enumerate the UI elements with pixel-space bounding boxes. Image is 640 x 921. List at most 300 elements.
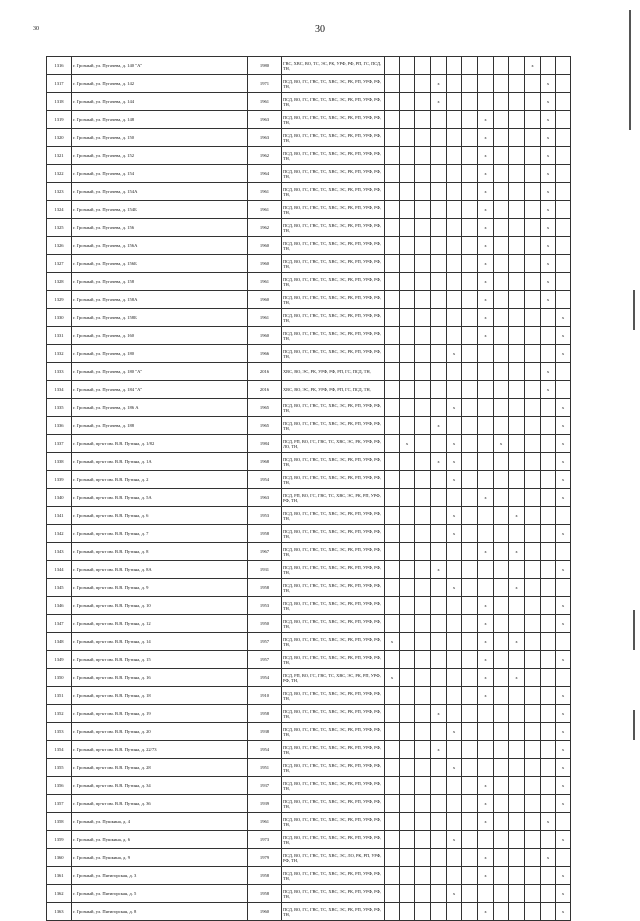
mark-cell — [525, 75, 541, 93]
mark-cell — [462, 507, 478, 525]
mark-cell: x — [556, 651, 571, 669]
mark-cell — [509, 381, 525, 399]
mark-cell: x — [556, 417, 571, 435]
address-cell: г. Грозный, пр-кт им. В.В. Путина, д. 2 — [72, 471, 248, 489]
build-year-cell: 1963 — [248, 111, 282, 129]
table-row — [47, 489, 571, 507]
mark-cell — [525, 813, 541, 831]
mark-cell — [385, 309, 400, 327]
mark-cell — [494, 111, 509, 129]
services-cell: ПСД, ВО, ГС, ГВС, ТС, ХВС, ЭС, РК, РП, УРФ, РФ, ТН, — [282, 219, 385, 237]
mark-cell — [385, 597, 400, 615]
mark-cell — [462, 93, 478, 111]
mark-cell — [447, 867, 462, 885]
mark-cell — [415, 363, 431, 381]
row-number: 1350 — [47, 669, 72, 687]
services-cell: ПСД, ВО, ГС, ГВС, ТС, ХВС, ЭС, РК, РП, УРФ, РФ, ТН, — [282, 741, 385, 759]
mark-cell — [447, 237, 462, 255]
mark-cell — [509, 165, 525, 183]
mark-cell — [447, 201, 462, 219]
address-cell: г. Грозный, пр-кт им. В.В. Путина, д. 19 — [72, 705, 248, 723]
mark-cell — [556, 381, 571, 399]
mark-cell: x — [447, 759, 462, 777]
mark-cell — [494, 903, 509, 921]
mark-cell — [494, 651, 509, 669]
row-number: 1347 — [47, 615, 72, 633]
mark-cell — [385, 903, 400, 921]
mark-cell: x — [556, 471, 571, 489]
row-number: 1339 — [47, 471, 72, 489]
row-number: 1328 — [47, 273, 72, 291]
mark-cell — [415, 489, 431, 507]
table-row — [47, 453, 571, 471]
row-number: 1317 — [47, 75, 72, 93]
mark-cell — [556, 543, 571, 561]
mark-cell — [509, 903, 525, 921]
mark-cell — [400, 363, 415, 381]
mark-cell — [385, 363, 400, 381]
mark-cell: x — [478, 543, 494, 561]
mark-cell — [447, 57, 462, 75]
mark-cell — [415, 723, 431, 741]
services-cell: ПСД, ВО, ГС, ГВС, ТС, ХВС, ЭС, РК, РП, УРФ, РФ, ТН, — [282, 345, 385, 363]
mark-cell — [494, 597, 509, 615]
address-cell: г. Грозный, пр-кт им. В.В. Путина, д. 5А — [72, 489, 248, 507]
mark-cell — [478, 723, 494, 741]
mark-cell — [415, 795, 431, 813]
address-cell: г. Грозный, ул. Пугачева, д. 184 "А" — [72, 381, 248, 399]
mark-cell — [447, 777, 462, 795]
mark-cell — [447, 705, 462, 723]
mark-cell: x — [478, 327, 494, 345]
mark-cell — [431, 165, 447, 183]
mark-cell — [525, 903, 541, 921]
mark-cell: x — [541, 273, 556, 291]
mark-cell — [525, 417, 541, 435]
build-year-cell: 2016 — [248, 381, 282, 399]
mark-cell — [541, 417, 556, 435]
mark-cell: x — [447, 525, 462, 543]
mark-cell — [431, 363, 447, 381]
mark-cell — [415, 885, 431, 903]
mark-cell — [541, 741, 556, 759]
mark-cell — [509, 309, 525, 327]
mark-cell — [525, 687, 541, 705]
mark-cell — [494, 849, 509, 867]
mark-cell — [509, 237, 525, 255]
mark-cell — [494, 237, 509, 255]
mark-cell: x — [478, 669, 494, 687]
mark-cell: x — [541, 255, 556, 273]
table-row — [47, 885, 571, 903]
mark-cell: x — [478, 687, 494, 705]
mark-cell — [556, 849, 571, 867]
mark-cell — [431, 111, 447, 129]
mark-cell — [494, 705, 509, 723]
address-cell: г. Грозный, ул. Пугачева, д. 142 — [72, 75, 248, 93]
mark-cell — [415, 615, 431, 633]
services-cell: ПСД, ВО, ГС, ГВС, ТС, ХВС, ЭС, РК, РП, УРФ, РФ, ТН, — [282, 525, 385, 543]
mark-cell — [556, 363, 571, 381]
row-number: 1329 — [47, 291, 72, 309]
mark-cell — [447, 561, 462, 579]
row-number: 1343 — [47, 543, 72, 561]
services-cell: ГВС, ХВС, ВО, ТС, ЭС, РК, УРФ, РФ, РП, ГС, ПСД, ТН, — [282, 57, 385, 75]
mark-cell — [494, 57, 509, 75]
mark-cell — [541, 777, 556, 795]
mark-cell: x — [478, 255, 494, 273]
mark-cell — [385, 273, 400, 291]
mark-cell — [462, 75, 478, 93]
mark-cell — [494, 417, 509, 435]
address-cell: г. Грозный, ул. Пугачева, д. 158 — [72, 273, 248, 291]
services-cell: ХВС, ВО, ЭС, РК, УРФ, РФ, РП, ГС, ПСД, ТН, — [282, 363, 385, 381]
services-cell: ПСД, ВО, ГС, ГВС, ТС, ХВС, ЭС, РК, РП, УРФ, РФ, ТН, — [282, 471, 385, 489]
mark-cell — [385, 777, 400, 795]
mark-cell — [494, 201, 509, 219]
mark-cell — [400, 651, 415, 669]
mark-cell — [400, 669, 415, 687]
mark-cell — [431, 201, 447, 219]
address-cell: г. Грозный, ул. Пушкина, д. 9 — [72, 849, 248, 867]
mark-cell — [415, 435, 431, 453]
mark-cell: x — [556, 309, 571, 327]
mark-cell — [415, 579, 431, 597]
mark-cell: x — [385, 669, 400, 687]
mark-cell — [462, 165, 478, 183]
mark-cell — [541, 561, 556, 579]
table-row — [47, 813, 571, 831]
mark-cell — [385, 561, 400, 579]
row-number: 1359 — [47, 831, 72, 849]
mark-cell — [509, 273, 525, 291]
mark-cell — [478, 57, 494, 75]
address-cell: г. Грозный, пр-кт им. В.В. Путина, д. 1А — [72, 453, 248, 471]
mark-cell — [556, 669, 571, 687]
build-year-cell: 1980 — [248, 57, 282, 75]
mark-cell — [431, 723, 447, 741]
mark-cell — [494, 813, 509, 831]
table-row — [47, 597, 571, 615]
mark-cell — [431, 849, 447, 867]
mark-cell — [415, 597, 431, 615]
mark-cell: x — [494, 435, 509, 453]
mark-cell — [462, 813, 478, 831]
mark-cell — [494, 291, 509, 309]
mark-cell — [509, 651, 525, 669]
mark-cell — [415, 651, 431, 669]
mark-cell — [494, 273, 509, 291]
mark-cell: x — [556, 903, 571, 921]
table-row — [47, 741, 571, 759]
mark-cell — [525, 633, 541, 651]
mark-cell — [509, 129, 525, 147]
mark-cell — [385, 471, 400, 489]
mark-cell — [400, 867, 415, 885]
mark-cell — [525, 831, 541, 849]
table-row — [47, 687, 571, 705]
mark-cell — [400, 813, 415, 831]
mark-cell — [447, 255, 462, 273]
mark-cell: x — [478, 129, 494, 147]
row-number: 1355 — [47, 759, 72, 777]
mark-cell — [400, 507, 415, 525]
mark-cell — [415, 543, 431, 561]
mark-cell — [415, 327, 431, 345]
build-year-cell: 1954 — [248, 471, 282, 489]
mark-cell — [462, 309, 478, 327]
mark-cell — [415, 129, 431, 147]
mark-cell — [400, 381, 415, 399]
table-row — [47, 867, 571, 885]
mark-cell — [494, 777, 509, 795]
mark-cell — [556, 219, 571, 237]
mark-cell — [415, 561, 431, 579]
address-cell: г. Грозный, пр-кт им. В.В. Путина, д. 16 — [72, 669, 248, 687]
mark-cell: x — [509, 579, 525, 597]
build-year-cell: 1964 — [248, 165, 282, 183]
mark-cell: x — [556, 561, 571, 579]
mark-cell — [525, 219, 541, 237]
mark-cell — [478, 741, 494, 759]
mark-cell — [385, 381, 400, 399]
address-cell: г. Грозный, ул. Пугачева, д. 160 — [72, 327, 248, 345]
mark-cell — [525, 561, 541, 579]
mark-cell: x — [400, 435, 415, 453]
mark-cell: x — [478, 273, 494, 291]
build-year-cell: 1953 — [248, 597, 282, 615]
mark-cell — [447, 291, 462, 309]
address-cell: г. Грозный, пр-кт им. В.В. Путина, д. 1/82 — [72, 435, 248, 453]
mark-cell — [509, 705, 525, 723]
mark-cell: x — [541, 129, 556, 147]
table-row — [47, 111, 571, 129]
address-cell: г. Грозный, пр-кт им. В.В. Путина, д. 18 — [72, 687, 248, 705]
address-cell: г. Грозный, пр-кт им. В.В. Путина, д. 6 — [72, 507, 248, 525]
mark-cell — [541, 651, 556, 669]
mark-cell — [400, 795, 415, 813]
table-row — [47, 417, 571, 435]
mark-cell — [509, 615, 525, 633]
mark-cell — [525, 273, 541, 291]
address-cell: г. Грозный, ул. Пугачева, д. 156А — [72, 237, 248, 255]
mark-cell: x — [556, 525, 571, 543]
mark-cell — [415, 903, 431, 921]
address-cell: г. Грозный, ул. Пугачева, д. 156 — [72, 219, 248, 237]
mark-cell — [415, 291, 431, 309]
services-cell: ПСД, ВО, ГС, ГВС, ТС, ХВС, ЭС, РК, РП, УРФ, РФ, ТН, — [282, 759, 385, 777]
mark-cell — [541, 615, 556, 633]
mark-cell — [509, 813, 525, 831]
mark-cell — [385, 867, 400, 885]
row-number: 1345 — [47, 579, 72, 597]
build-year-cell: 1958 — [248, 525, 282, 543]
mark-cell — [462, 543, 478, 561]
services-cell: ПСД, ВО, ГС, ГВС, ТС, ХВС, ЭС, РК, РП, УРФ, РФ, ТН, — [282, 597, 385, 615]
mark-cell — [400, 165, 415, 183]
address-cell: г. Грозный, ул. Пятигорская, д. 8 — [72, 903, 248, 921]
mark-cell — [462, 687, 478, 705]
mark-cell — [415, 381, 431, 399]
mark-cell: x — [447, 831, 462, 849]
mark-cell — [385, 579, 400, 597]
address-cell: г. Грозный, пр-кт им. В.В. Путина, д. 8 — [72, 543, 248, 561]
mark-cell — [556, 507, 571, 525]
mark-cell: x — [541, 165, 556, 183]
mark-cell — [509, 93, 525, 111]
mark-cell — [431, 813, 447, 831]
mark-cell: x — [541, 291, 556, 309]
address-cell: г. Грозный, пр-кт им. В.В. Путина, д. 10 — [72, 597, 248, 615]
mark-cell — [478, 363, 494, 381]
mark-cell — [478, 381, 494, 399]
mark-cell — [431, 381, 447, 399]
mark-cell — [385, 327, 400, 345]
mark-cell — [431, 615, 447, 633]
mark-cell — [431, 399, 447, 417]
table-row — [47, 75, 571, 93]
services-cell: ПСД, ВО, ГС, ГВС, ТС, ХВС, ЭС, РК, РП, УРФ, РФ, ТН, — [282, 507, 385, 525]
mark-cell — [494, 633, 509, 651]
mark-cell — [415, 849, 431, 867]
address-cell: г. Грозный, пр-кт им. В.В. Путина, д. 34 — [72, 777, 248, 795]
mark-cell — [509, 201, 525, 219]
mark-cell — [525, 165, 541, 183]
table-row — [47, 723, 571, 741]
mark-cell: x — [478, 849, 494, 867]
services-cell: ПСД, ВО, ГС, ГВС, ТС, ХВС, ЭС, РК, РП, УРФ, РФ, ТН, — [282, 705, 385, 723]
mark-cell — [509, 345, 525, 363]
mark-cell — [385, 111, 400, 129]
mark-cell: x — [541, 93, 556, 111]
services-cell: ПСД, ВО, ГС, ГВС, ТС, ХВС, ЭС, РК, РП, УРФ, РФ, ТН, — [282, 867, 385, 885]
mark-cell — [400, 147, 415, 165]
mark-cell — [385, 885, 400, 903]
services-cell: ПСД, ВО, ГС, ГВС, ТС, ХВС, ЭС, РК, РП, УРФ, РФ, ТН, — [282, 795, 385, 813]
mark-cell — [494, 723, 509, 741]
services-cell: ПСД, ВО, ГС, ГВС, ТС, ХВС, ЭС, РК, РП, УРФ, РФ, ТН, — [282, 417, 385, 435]
table-row — [47, 777, 571, 795]
services-cell: ПСД, РП, ВО, ГС, ГВС, ТС, ХВС, ЭС, РК, УРФ, РФ, ЛО, ТН, — [282, 435, 385, 453]
mark-cell — [385, 93, 400, 111]
mark-cell: x — [447, 345, 462, 363]
address-cell: г. Грозный, ул. Пятигорская, д. 3 — [72, 867, 248, 885]
address-cell: г. Грозный, ул. Пятигорская, д. 5 — [72, 885, 248, 903]
mark-cell — [400, 831, 415, 849]
mark-cell — [400, 777, 415, 795]
mark-cell — [525, 147, 541, 165]
mark-cell — [462, 237, 478, 255]
services-cell: ПСД, ВО, ГС, ГВС, ТС, ХВС, ЭС, РК, РП, УРФ, РФ, ТН, — [282, 885, 385, 903]
mark-cell: x — [478, 111, 494, 129]
mark-cell — [415, 309, 431, 327]
mark-cell — [494, 741, 509, 759]
mark-cell — [415, 777, 431, 795]
mark-cell — [462, 471, 478, 489]
mark-cell — [447, 381, 462, 399]
mark-cell: x — [541, 237, 556, 255]
mark-cell — [509, 435, 525, 453]
mark-cell — [385, 849, 400, 867]
mark-cell: x — [541, 183, 556, 201]
mark-cell — [447, 111, 462, 129]
services-cell: ПСД, ВО, ГС, ГВС, ТС, ХВС, ЭС, РК, РП, УРФ, РФ, ТН, — [282, 453, 385, 471]
mark-cell — [478, 93, 494, 111]
mark-cell — [525, 669, 541, 687]
build-year-cell: 1958 — [248, 885, 282, 903]
address-cell: г. Грозный, ул. Пушкина, д. 6 — [72, 831, 248, 849]
mark-cell: x — [447, 471, 462, 489]
row-number: 1334 — [47, 381, 72, 399]
mark-cell — [525, 543, 541, 561]
mark-cell — [494, 363, 509, 381]
mark-cell: x — [556, 759, 571, 777]
table-row — [47, 507, 571, 525]
mark-cell — [509, 687, 525, 705]
mark-cell — [509, 57, 525, 75]
mark-cell — [385, 507, 400, 525]
table-row — [47, 561, 571, 579]
mark-cell — [447, 903, 462, 921]
mark-cell — [462, 417, 478, 435]
row-number: 1352 — [47, 705, 72, 723]
mark-cell — [509, 183, 525, 201]
mark-cell: x — [447, 507, 462, 525]
address-cell: г. Грозный, ул. Пугачева, д. 188 — [72, 417, 248, 435]
mark-cell — [478, 579, 494, 597]
mark-cell — [400, 597, 415, 615]
mark-cell — [385, 417, 400, 435]
table-row — [47, 705, 571, 723]
mark-cell — [494, 399, 509, 417]
mark-cell — [431, 291, 447, 309]
mark-cell — [385, 399, 400, 417]
address-cell: г. Грозный, ул. Пугачева, д. 156Б — [72, 255, 248, 273]
services-cell: ПСД, РП, ВО, ГС, ГВС, ТС, ХВС, ЭС, РК, РП, УРФ, РФ, ТН, — [282, 669, 385, 687]
mark-cell — [462, 795, 478, 813]
row-number: 1320 — [47, 129, 72, 147]
mark-cell: x — [509, 507, 525, 525]
mark-cell — [462, 723, 478, 741]
mark-cell — [478, 561, 494, 579]
mark-cell — [385, 291, 400, 309]
mark-cell — [494, 345, 509, 363]
mark-cell — [541, 633, 556, 651]
mark-cell — [431, 255, 447, 273]
row-number: 1322 — [47, 165, 72, 183]
address-cell: г. Грозный, пр-кт им. В.В. Путина, д. 7 — [72, 525, 248, 543]
mark-cell — [478, 525, 494, 543]
mark-cell — [447, 75, 462, 93]
mark-cell — [462, 579, 478, 597]
mark-cell — [415, 687, 431, 705]
mark-cell: x — [556, 831, 571, 849]
table-row — [47, 633, 571, 651]
mark-cell: x — [478, 615, 494, 633]
mark-cell — [494, 381, 509, 399]
mark-cell: x — [447, 885, 462, 903]
address-cell: г. Грозный, пр-кт им. В.В. Путина, д. 15 — [72, 651, 248, 669]
mark-cell — [431, 309, 447, 327]
mark-cell — [509, 489, 525, 507]
row-number: 1354 — [47, 741, 72, 759]
mark-cell — [400, 75, 415, 93]
mark-cell: x — [478, 291, 494, 309]
mark-cell — [525, 129, 541, 147]
mark-cell — [462, 615, 478, 633]
build-year-cell: 2016 — [248, 363, 282, 381]
mark-cell — [431, 57, 447, 75]
